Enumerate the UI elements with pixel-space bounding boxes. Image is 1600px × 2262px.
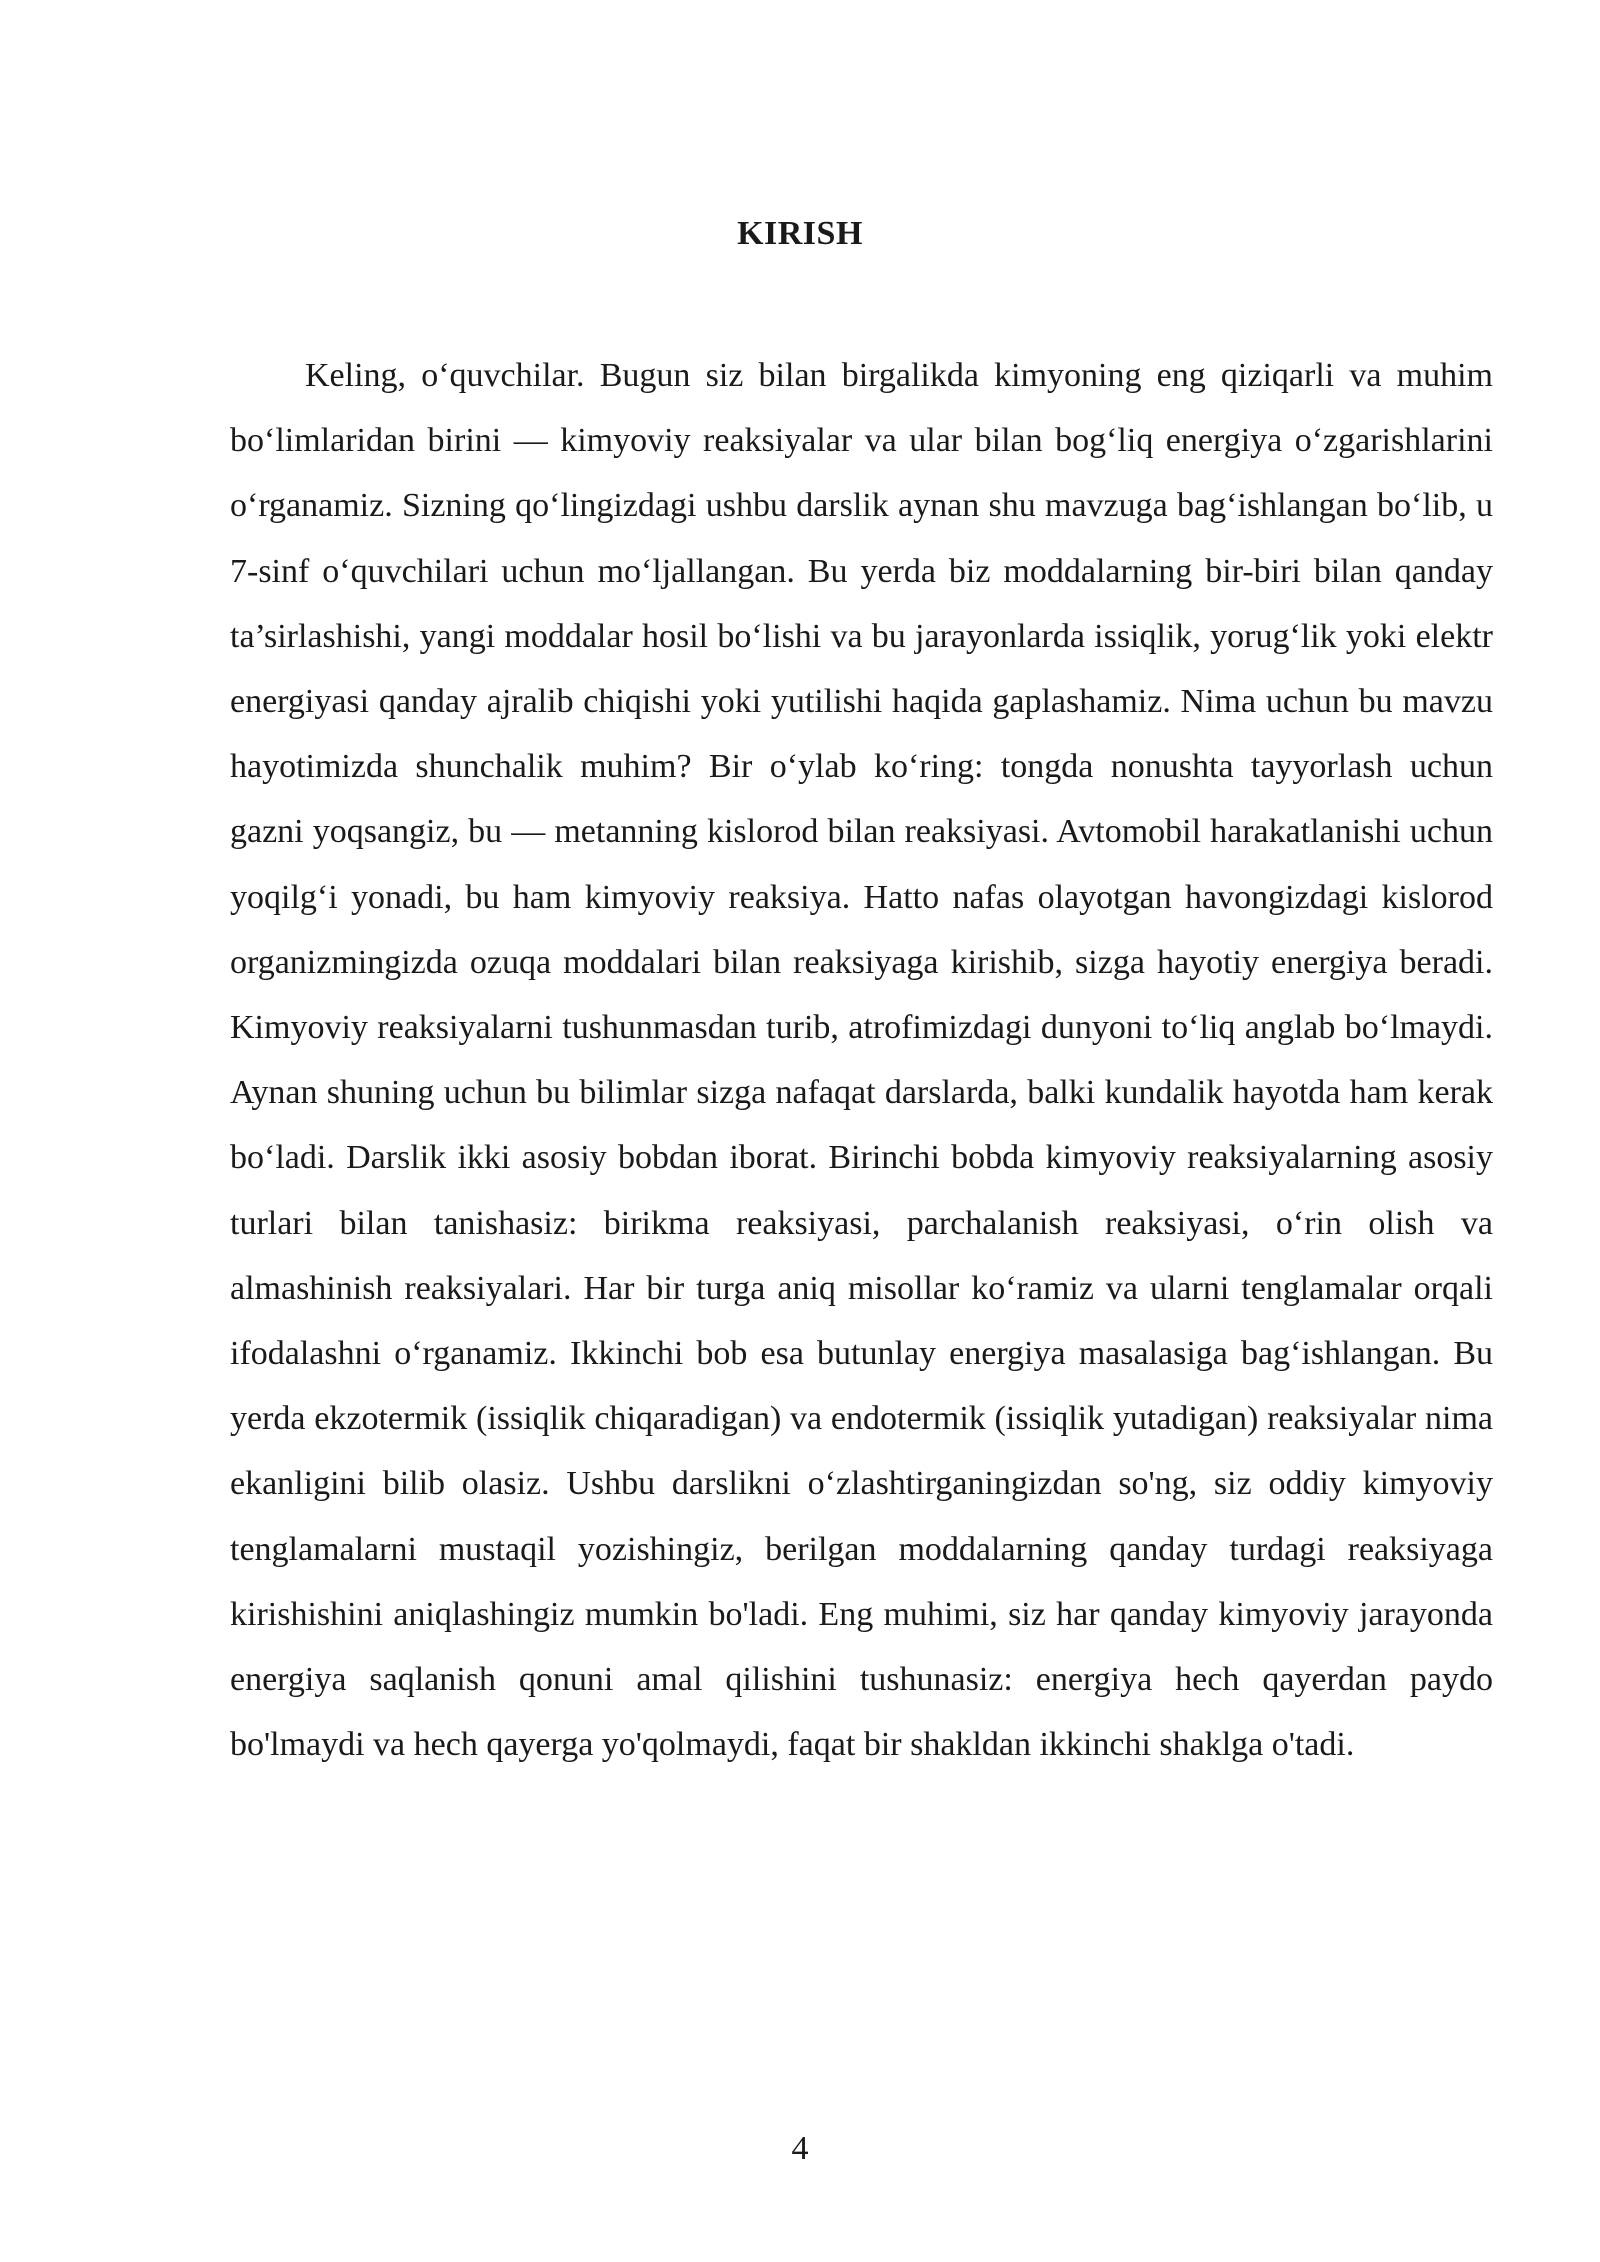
body-paragraph: Keling, o‘quvchilar. Bugun siz bilan birgalikda kimyoning eng qiziqarli va muhim bo‘limlaridan birini — kimyoviy reaksiyalar va ular bilan bog‘liq energiya o‘zgarishlarini o‘rganamiz. Sizning qo‘lingizdagi ushbu darslik aynan shu mavzuga bag‘ishlangan bo‘lib, u 7-sinf o‘quvchilari uchun mo‘ljallangan. Bu yerda biz moddalarning bir-biri bilan qanday ta’sirlashishi, yangi moddalar hosil bo‘lishi va bu jarayonlarda issiqlik, yorug‘lik yoki elektr energiyasi qanday ajralib chiqishi yoki yutilishi haqida gaplashamiz. Nima uchun bu mavzu hayotimizda shunchalik muhim? Bir o‘ylab ko‘ring: tongda nonushta tayyorlash uchun gazni yoqsangiz, bu — metanning kislorod bilan reaksiyasi. Avtomobil harakatlanishi uchun yoqilg‘i yonadi, bu ham kimyoviy reaksiya. Hatto nafas olayotgan havongizdagi kislorod organizmingizda ozuqa moddalari bilan reaksiyaga kirishib, sizga hayotiy energiya beradi. Kimyoviy reaksiyalarni tushunmasdan turib, atrofimizdagi dunyoni to‘liq anglab bo‘lmaydi. Aynan shuning uchun bu bilimlar sizga nafaqat darslarda, balki kundalik hayotda ham kerak bo‘ladi. Darslik ikki asosiy bobdan iborat. Birinchi bobda kimyoviy reaksiyalarning asosiy turlari bilan tanishasiz: birikma reaksiyasi, parchalanish reaksiyasi, o‘rin olish va almashinish reaksiyalari. Har bir turga aniq misollar ko‘ramiz va ularni tenglamalar orqali ifodalashni o‘rganamiz. Ikkinchi bob esa butunlay energiya masalasiga bag‘ishlangan. Bu yerda ekzotermik (issiqlik chiqaradigan) va endotermik (issiqlik yutadigan) reaksiyalar nima ekanligini bilib olasiz. Ushbu darslikni o‘zlashtirganingizdan so'ng, siz oddiy kimyoviy tenglamalarni mustaqil yozishingiz, berilgan moddalarning qanday turdagi reaksiyaga kirishishini aniqlashingiz mumkin bo'ladi. Eng muhimi, siz har qanday kimyoviy jarayonda energiya saqlanish qonuni amal qilishini tushunasiz: energiya hech qayerdan paydo bo'lmaydi va hech qayerga yo'qolmaydi, faqat bir shakldan ikkinchi shaklga o'tadi. (230, 357, 1493, 1764)
page-number: 4 (791, 2130, 809, 2167)
page-heading: KIRISH (737, 215, 863, 252)
